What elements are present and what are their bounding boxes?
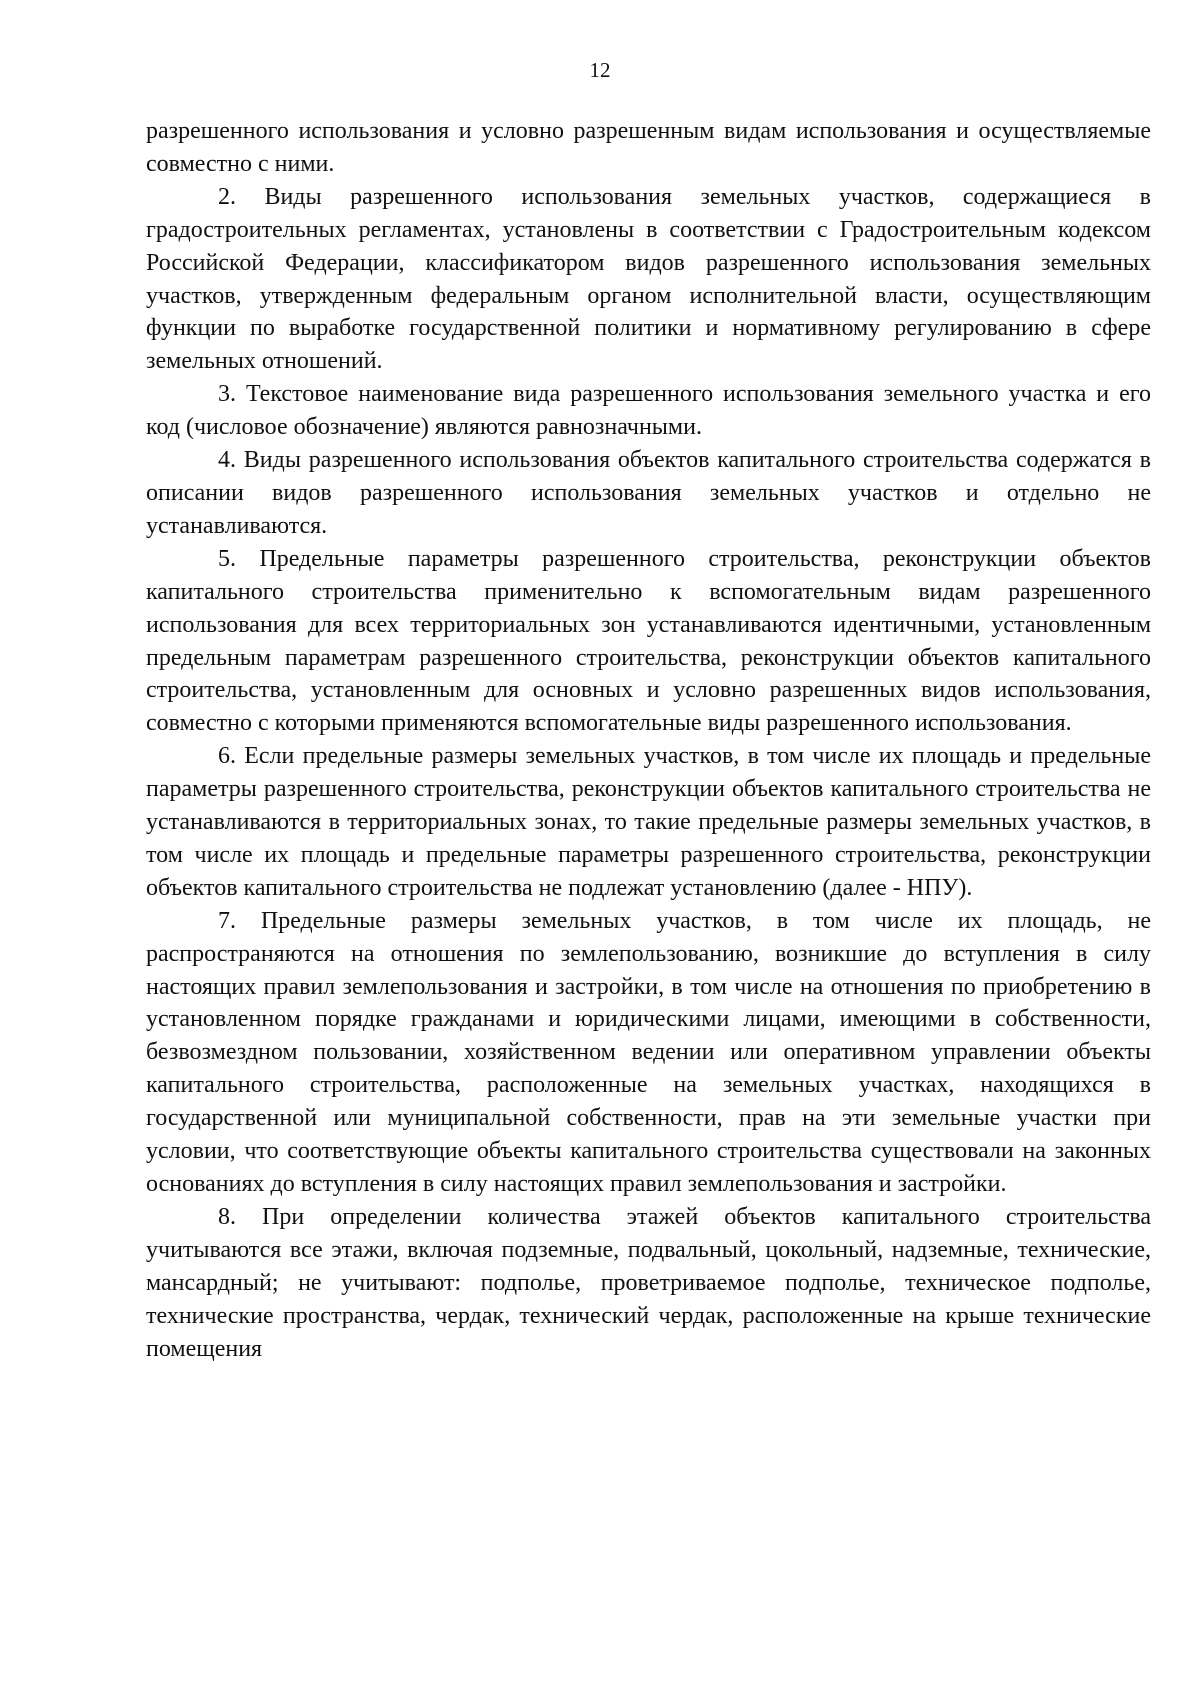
- paragraph-3: 3. Текстовое наименование вида разрешенного использования земельного участка и его код (числовое обозначение) являются равнозначными.: [146, 381, 1151, 441]
- paragraph-6: 6. Если предельные размеры земельных участков, в том числе их площадь и предельные параметры разрешенного строительства, реконструкции объектов капитального строительства не устанавливаются в территориальных зонах, то такие предельные размеры земельных участков, в том числе их площадь и предельные параметры разрешенного строительства, реконструкции объектов капитального строительства не подлежат установлению (далее - НПУ).: [146, 743, 1151, 901]
- paragraph-7: 7. Предельные размеры земельных участков, в том числе их площадь, не распространяются на отношения по землепользованию, возникшие до вступления в силу настоящих правил землепользования и застройки, в том числе на отношения по приобретению в установленном порядке гражданами и юридическими лицами, имеющими в собственности, безвозмездном пользовании, хозяйственном ведении или оперативном управлении объекты капитального строительства, расположенные на земельных участках, находящихся в государственной или муниципальной собственности, прав на эти земельные участки при условии, что соответствующие объекты капитального строительства существовали на законных основаниях до вступления в силу настоящих правил землепользования и застройки.: [146, 907, 1151, 1197]
- document-body: [146, 115, 1151, 1365]
- paragraph-5: 5. Предельные параметры разрешенного строительства, реконструкции объектов капитального строительства применительно к вспомогательным видам разрешенного использования для всех территориальных зон устанавливаются идентичными, установленным предельным параметрам разрешенного строительства, реконструкции объектов капитального строительства, установленным для основных и условно разрешенных видов использования, совместно с которыми применяются вспомогательные виды разрешенного использования.: [146, 545, 1151, 737]
- paragraph-2: 2. Виды разрешенного использования земельных участков, содержащиеся в градостроительных регламентах, установлены в соответствии с Градостроительным кодексом Российской Федерации, классификатором видов разрешенного использования земельных участков, утвержденным федеральным органом исполнительной власти, осуществляющим функции по выработке государственной политики и нормативному регулированию в сфере земельных отношений.: [146, 183, 1151, 375]
- paragraph-4: 4. Виды разрешенного использования объектов капитального строительства содержатся в описании видов разрешенного использования земельных участков и отдельно не устанавливаются.: [146, 447, 1151, 539]
- paragraph-8: 8. При определении количества этажей объектов капитального строительства учитываются все этажи, включая подземные, подвальный, цокольный, надземные, технические, мансардный; не учитывают: подполье, проветриваемое подполье, техническое подполье, технические пространства, чердак, технический чердак, расположенные на крыше технические помещения: [146, 1203, 1151, 1362]
- paragraph-continuation: разрешенного использования и условно разрешенным видам использования и осуществляемые совместно с ними.: [146, 118, 1151, 177]
- page-number: 12: [589, 58, 611, 82]
